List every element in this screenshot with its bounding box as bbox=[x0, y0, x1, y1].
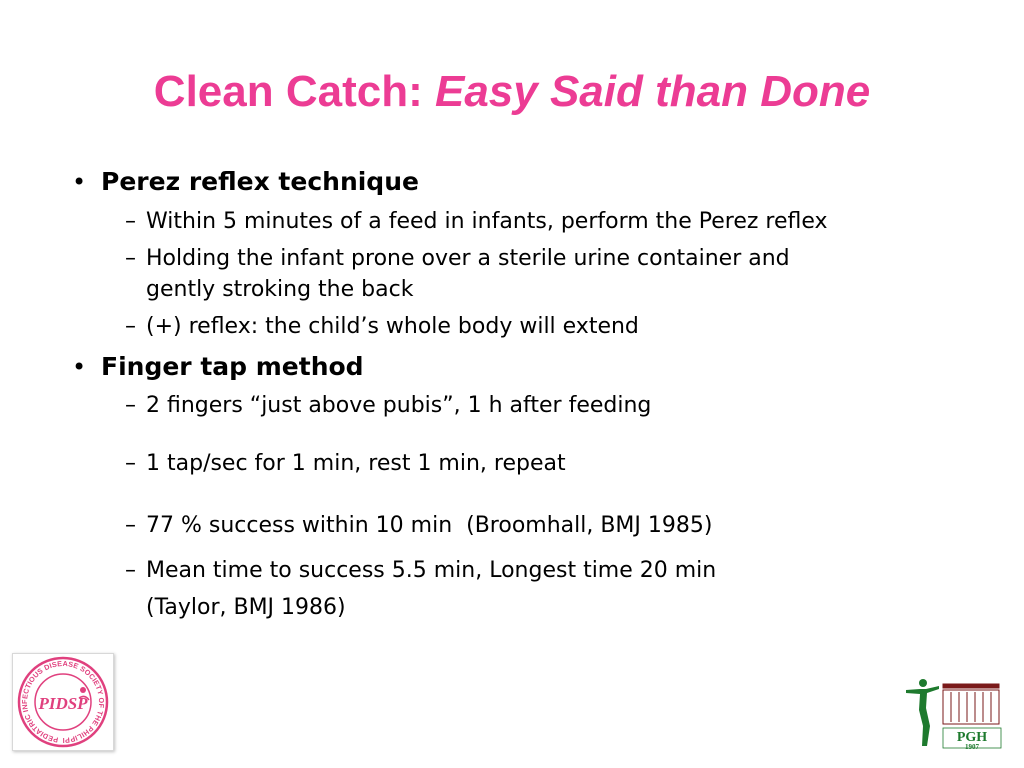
bullet-icon: • bbox=[72, 168, 87, 196]
subitem-text: 77 % success within 10 min (Broomhall, BMJ 1985) bbox=[146, 513, 713, 538]
bullet-icon: • bbox=[72, 353, 87, 381]
subitem-text: (+) reflex: the child’s whole body will extend bbox=[146, 314, 639, 339]
subitem-text: Within 5 minutes of a feed in infants, perform the Perez reflex bbox=[146, 209, 828, 234]
dash-icon: – bbox=[125, 314, 136, 339]
bullet-heading-perez: Perez reflex technique bbox=[101, 167, 419, 196]
svg-text:PEDIATRIC INFECTIOUS DISEASE S: PEDIATRIC INFECTIOUS DISEASE SOCIETY OF THE PHILIPPI bbox=[20, 658, 107, 746]
subitem-text: 1 tap/sec for 1 min, rest 1 min, repeat bbox=[146, 451, 566, 476]
subitem-text: Holding the infant prone over a sterile urine container and bbox=[146, 246, 790, 271]
slide-title bbox=[0, 62, 1024, 122]
dash-icon: – bbox=[125, 558, 136, 583]
pidsp-logo bbox=[12, 653, 114, 751]
svg-text:PIDSP: PIDSP bbox=[38, 694, 88, 713]
dash-icon: – bbox=[125, 393, 136, 418]
bullet-heading-finger-tap: Finger tap method bbox=[101, 352, 364, 381]
dash-icon: – bbox=[125, 451, 136, 476]
title-main: Clean Catch: bbox=[153, 67, 435, 116]
pgh-logo-year: 1907 bbox=[965, 743, 979, 750]
pgh-logo-text: PGH bbox=[956, 730, 988, 745]
subitem-text: 2 fingers “just above pubis”, 1 h after feeding bbox=[146, 393, 652, 418]
dash-icon: – bbox=[125, 209, 136, 234]
subitem-text-continued: gently stroking the back bbox=[146, 277, 414, 302]
dash-icon: – bbox=[125, 513, 136, 538]
subitem-text-continued: (Taylor, BMJ 1986) bbox=[146, 595, 346, 620]
title-italic: Easy Said than Done bbox=[434, 67, 871, 116]
dash-icon: – bbox=[125, 246, 136, 271]
pgh-logo bbox=[903, 670, 1003, 750]
subitem-text: Mean time to success 5.5 min, Longest time 20 min bbox=[146, 558, 717, 583]
